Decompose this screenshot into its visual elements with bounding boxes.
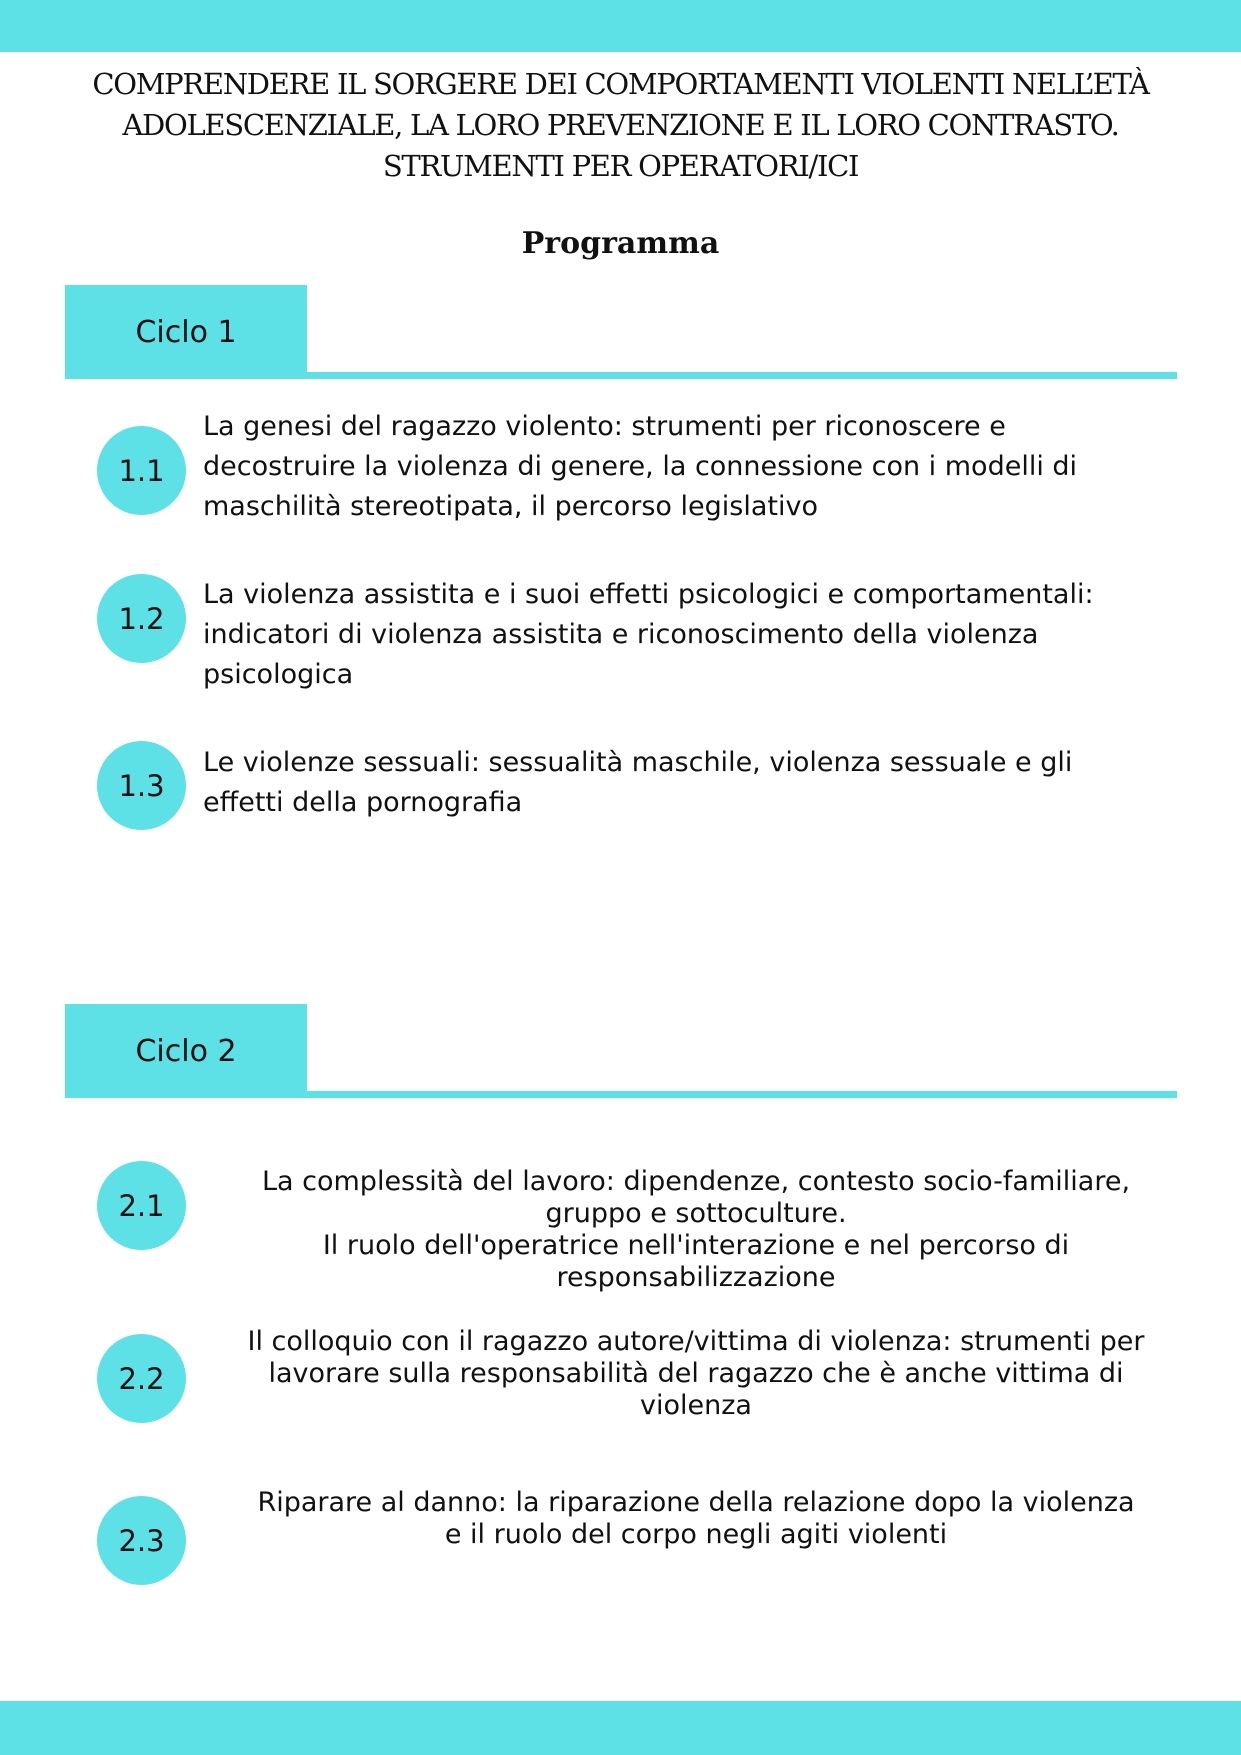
- description-line: effetti della pornografia: [203, 787, 523, 818]
- description-line: psicologica: [203, 659, 354, 690]
- title-line: STRUMENTI PER OPERATORI/ICI: [382, 149, 859, 183]
- item-description: [225, 1166, 1167, 1294]
- item-description: [203, 575, 1153, 695]
- description-line: Il ruolo dell'operatrice nell'interazione e nel percorso di: [322, 1230, 1070, 1261]
- description-line: maschilità stereotipata, il percorso legislativo: [203, 491, 818, 522]
- item-number-badge: 2.2: [97, 1334, 186, 1423]
- document-title: [0, 64, 1241, 187]
- description-line: indicatori di violenza assistita e riconoscimento della violenza: [203, 619, 1039, 650]
- cycle-2-divider: [65, 1091, 1177, 1098]
- description-line: La genesi del ragazzo violento: strumenti per riconoscere e: [203, 411, 1006, 442]
- bottom-accent-band: [0, 1701, 1241, 1755]
- description-line: Le violenze sessuali: sessualità maschile, violenza sessuale e gli: [203, 747, 1073, 778]
- cycle-2-header: [65, 1004, 1177, 1098]
- item-number-badge: 1.3: [97, 741, 186, 830]
- description-line: decostruire la violenza di genere, la connessione con i modelli di: [203, 451, 1078, 482]
- item-description: [203, 407, 1153, 527]
- program-heading: Programma: [521, 226, 720, 261]
- item-number-badge: 2.3: [97, 1496, 186, 1585]
- description-line: Riparare al danno: la riparazione della relazione dopo la violenza: [257, 1487, 1135, 1518]
- item-description: [225, 1326, 1167, 1422]
- description-line: responsabilizzazione: [556, 1262, 836, 1293]
- description-line: lavorare sulla responsabilità del ragazzo che è anche vittima di: [268, 1358, 1124, 1389]
- cycle-1-tab: Ciclo 1: [65, 285, 307, 379]
- cycle-2-tab: Ciclo 2: [65, 1004, 307, 1098]
- item-description: [225, 1487, 1167, 1551]
- cycle-1-divider: [65, 372, 1177, 379]
- item-description: [203, 743, 1153, 823]
- description-line: La complessità del lavoro: dipendenze, contesto socio-familiare,: [261, 1166, 1131, 1197]
- item-number-badge: 1.2: [97, 574, 186, 663]
- title-line: ADOLESCENZIALE, LA LORO PREVENZIONE E IL LORO CONTRASTO.: [122, 108, 1119, 142]
- top-accent-band: [0, 0, 1241, 52]
- description-line: La violenza assistita e i suoi effetti psicologici e comportamentali:: [203, 579, 1094, 610]
- description-line: e il ruolo del corpo negli agiti violenti: [444, 1519, 948, 1550]
- item-number-badge: 2.1: [97, 1161, 186, 1250]
- title-line: COMPRENDERE IL SORGERE DEI COMPORTAMENTI VIOLENTI NELL’ETÀ: [92, 67, 1149, 101]
- description-line: Il colloquio con il ragazzo autore/vittima di violenza: strumenti per: [247, 1326, 1145, 1357]
- item-number-badge: 1.1: [97, 426, 186, 515]
- description-line: gruppo e sottoculture.: [545, 1198, 847, 1229]
- description-line: violenza: [640, 1390, 752, 1421]
- cycle-1-header: [65, 285, 1177, 379]
